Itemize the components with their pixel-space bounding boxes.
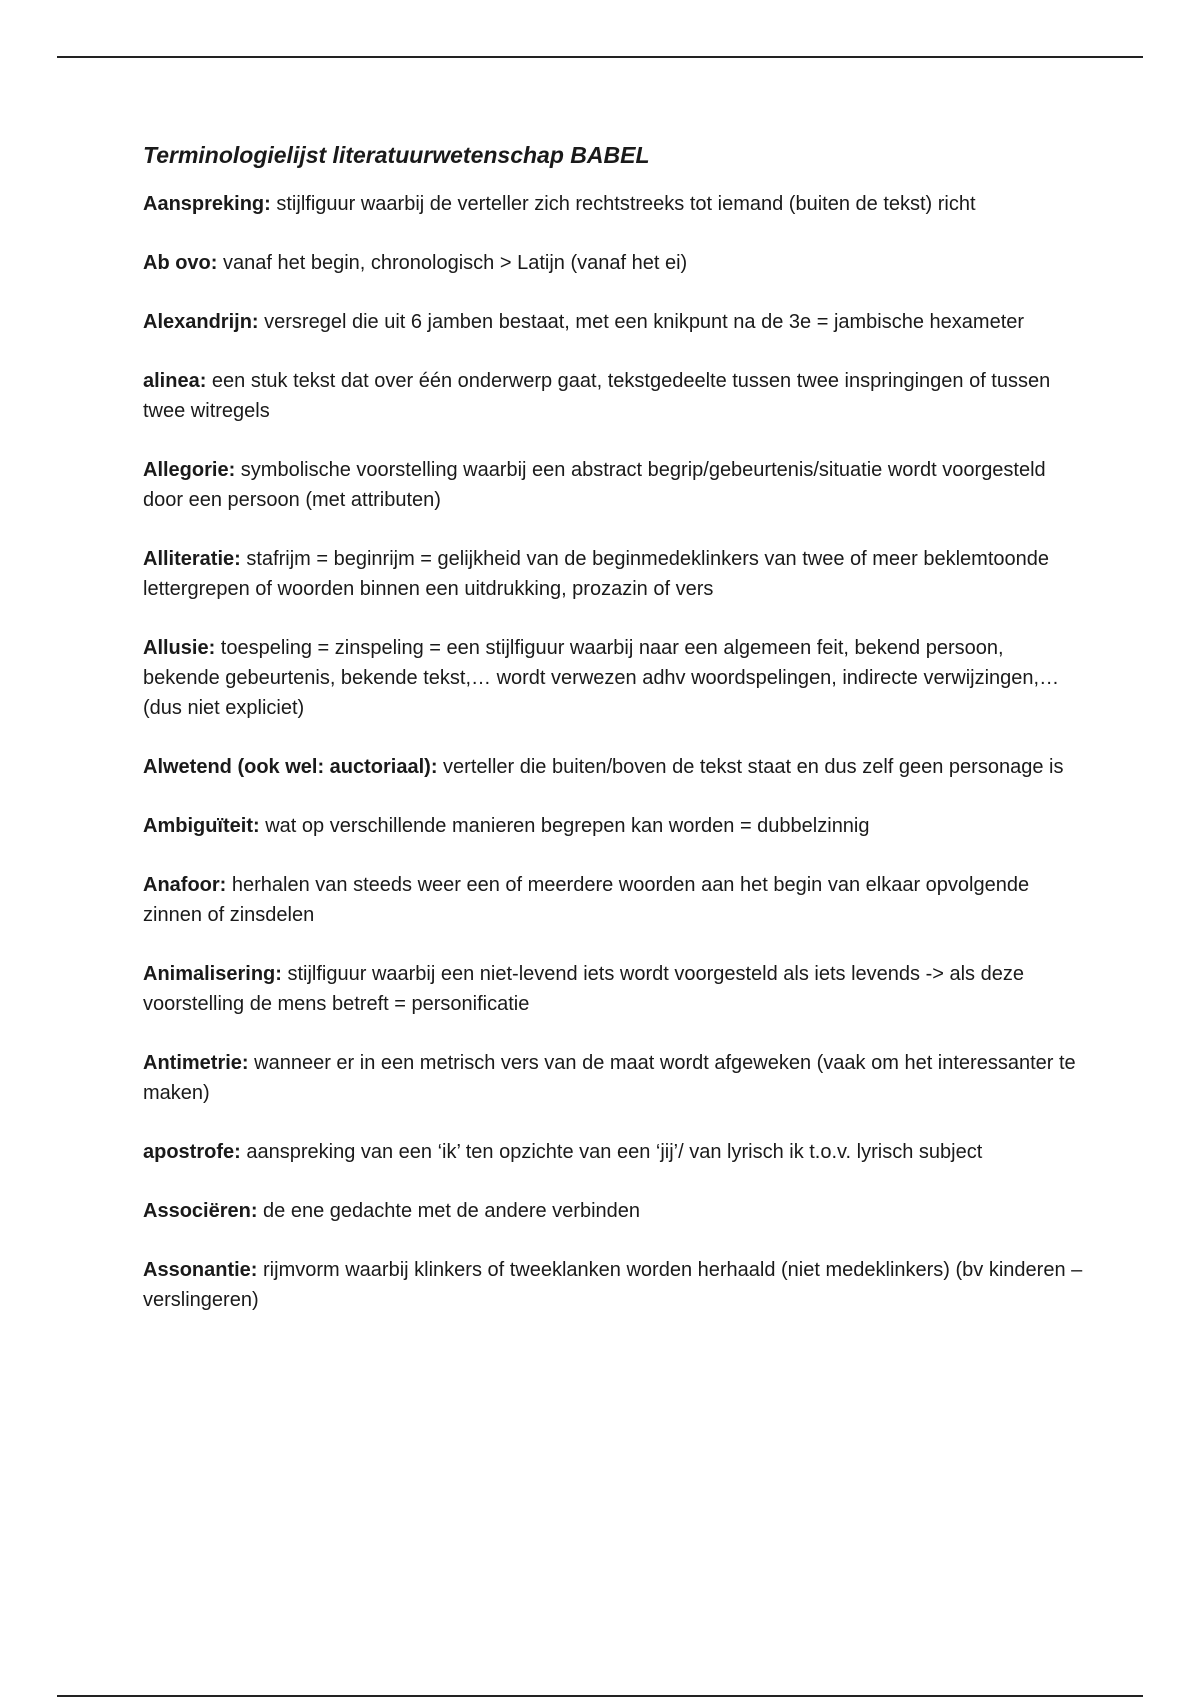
glossary-definition: vanaf het begin, chronologisch > Latijn (vanaf het ei) [217,252,688,274]
glossary-definition: een stuk tekst dat over één onderwerp gaat, tekstgedeelte tussen twee inspringingen of tussen twee witregels [143,370,1051,422]
glossary-term: Animalisering: [143,963,282,985]
glossary-entry-assonantie [143,1255,1083,1315]
glossary-term: Allusie: [143,637,216,659]
glossary-term: Allegorie: [143,459,236,481]
top-rule [57,56,1143,58]
glossary-entry-alliteratie [143,544,1083,604]
glossary-definition: verteller die buiten/boven de tekst staat en dus zelf geen personage is [437,756,1064,778]
glossary-entry-alinea [143,366,1083,426]
glossary-entry-associeren [143,1196,1083,1226]
glossary-term: Assonantie: [143,1259,258,1281]
glossary-definition: stafrijm = beginrijm = gelijkheid van de beginmedeklinkers van twee of meer beklemtoonde lettergrepen of woorden binnen een uitdrukking, prozazin of vers [143,548,1050,600]
glossary-term: Ambiguïteit: [143,815,260,837]
glossary-term: Aanspreking: [143,193,271,215]
glossary-term: alinea: [143,370,207,392]
glossary-entry-alwetend [143,752,1083,782]
glossary-definition: de ene gedachte met de andere verbinden [257,1200,641,1222]
glossary-entry-apostrofe [143,1137,1083,1167]
glossary-definition: herhalen van steeds weer een of meerdere woorden aan het begin van elkaar opvolgende zinnen of zinsdelen [143,874,1030,926]
glossary-definition: symbolische voorstelling waarbij een abstract begrip/gebeurtenis/situatie wordt voorgesteld door een persoon (met attributen) [143,459,1046,511]
glossary-entry-anafoor [143,870,1083,930]
glossary-entry-ambiguiteit [143,811,1083,841]
glossary-entry-ab-ovo [143,248,1083,278]
glossary-term: Associëren: [143,1200,258,1222]
glossary-definition: versregel die uit 6 jamben bestaat, met een knikpunt na de 3e = jambische hexameter [258,311,1025,333]
glossary-entry-alexandrijn [143,307,1083,337]
glossary-term: apostrofe: [143,1141,241,1163]
glossary-term: Alliteratie: [143,548,241,570]
glossary-term: Antimetrie: [143,1052,249,1074]
glossary-entry-antimetrie [143,1048,1083,1108]
glossary-entry-allegorie [143,455,1083,515]
bottom-rule [57,1695,1143,1697]
document-title: Terminologielijst literatuurwetenschap BABEL [143,142,650,168]
document-body [143,140,1083,1344]
glossary-definition: stijlfiguur waarbij een niet-levend iets wordt voorgesteld als iets levends -> als deze voorstelling de mens betreft = personificatie [143,963,1024,1015]
glossary-definition: wat op verschillende manieren begrepen kan worden = dubbelzinnig [259,815,870,837]
glossary-definition: rijmvorm waarbij klinkers of tweeklanken worden herhaald (niet medeklinkers) (bv kinderen – verslingeren) [143,1259,1083,1311]
glossary-term: Alwetend (ook wel: auctoriaal): [143,756,438,778]
glossary-entry-aanspreking [143,189,1083,219]
glossary-definition: wanneer er in een metrisch vers van de maat wordt afgeweken (vaak om het interessanter te maken) [143,1052,1076,1104]
glossary-term: Alexandrijn: [143,311,259,333]
glossary-entry-allusie [143,633,1083,723]
glossary-entry-animalisering [143,959,1083,1019]
glossary-definition: aanspreking van een ‘ik’ ten opzichte van een ‘jij’/ van lyrisch ik t.o.v. lyrisch subject [240,1141,983,1163]
glossary-term: Ab ovo: [143,252,218,274]
glossary-term: Anafoor: [143,874,227,896]
glossary-definition: toespeling = zinspeling = een stijlfiguur waarbij naar een algemeen feit, bekend persoon, bekende gebeurtenis, bekende tekst,… wordt verwezen adhv woordspelingen, indirecte verwijzingen,… (dus niet expliciet) [143,637,1060,719]
glossary-definition: stijlfiguur waarbij de verteller zich rechtstreeks tot iemand (buiten de tekst) richt [270,193,976,215]
